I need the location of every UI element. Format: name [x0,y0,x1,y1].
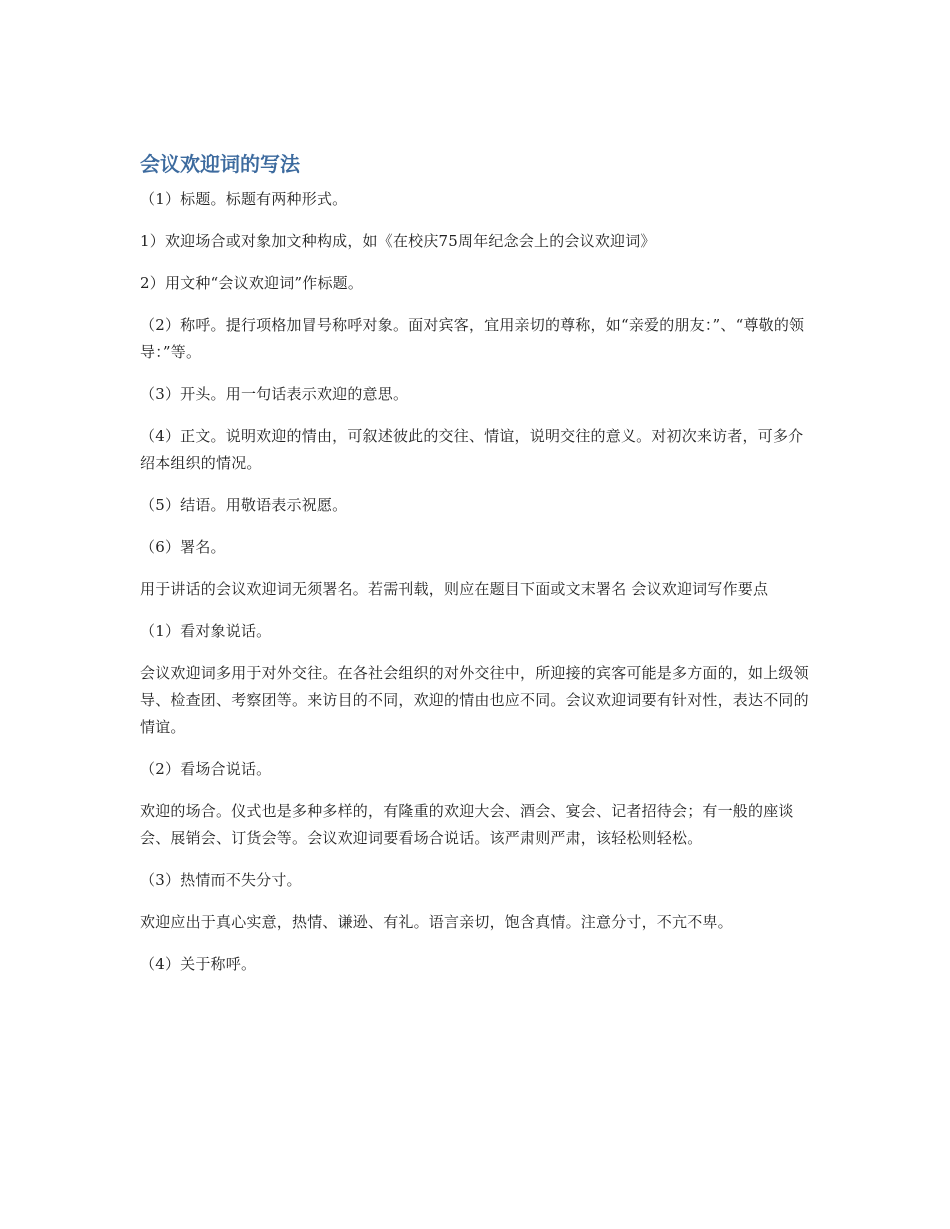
paragraph-signature-note: 用于讲话的会议欢迎词无须署名。若需刊载，则应在题目下面或文末署名 会议欢迎词写作要点 [140,580,769,598]
paragraph-closing: （5）结语。用敬语表示祝愿。 [140,496,348,514]
paragraph-title-forms: （1）标题。标题有两种形式。 [140,190,348,208]
paragraph-title-form-2: 2）用文种“会议欢迎词”作标题。 [140,274,364,292]
paragraph-opening: （3）开头。用一句话表示欢迎的意思。 [140,385,409,403]
paragraph-signature: （6）署名。 [140,538,226,556]
paragraph-salutation: （2）称呼。提行项格加冒号称呼对象。面对宾客，宜用亲切的尊称，如“亲爱的朋友：”、“尊敬的领导：”等。 [140,316,805,361]
paragraph-body: （4）正文。说明欢迎的情由，可叙述彼此的交往、情谊，说明交往的意义。对初次来访者，可多介绍本组织的情况。 [140,427,804,472]
paragraph-audience-heading: （1）看对象说话。 [140,622,272,640]
document-page [140,148,810,993]
paragraph-occasion-heading: （2）看场合说话。 [140,760,272,778]
document-title: 会议欢迎词的写法 [140,152,300,176]
paragraph-occasion-body: 欢迎的场合。仪式也是多种多样的，有隆重的欢迎大会、酒会、宴会、记者招待会；有一般的座谈会、展销会、订货会等。会议欢迎词要看场合说话。该严肃则严肃，该轻松则轻松。 [140,802,794,847]
paragraph-title-form-1: 1）欢迎场合或对象加文种构成，如《在校庆75周年纪念会上的会议欢迎词》 [140,232,656,250]
paragraph-audience-body: 会议欢迎词多用于对外交往。在各社会组织的对外交往中，所迎接的宾客可能是多方面的，如上级领导、检查团、考察团等。来访目的不同，欢迎的情由也应不同。会议欢迎词要有针对性，表达不同的情谊。 [140,664,809,736]
paragraph-warmth-body: 欢迎应出于真心实意，热情、谦逊、有礼。语言亲切，饱含真情。注意分寸，不亢不卑。 [140,913,733,931]
paragraph-warmth-heading: （3）热情而不失分寸。 [140,871,302,889]
paragraph-address-heading: （4）关于称呼。 [140,955,257,973]
